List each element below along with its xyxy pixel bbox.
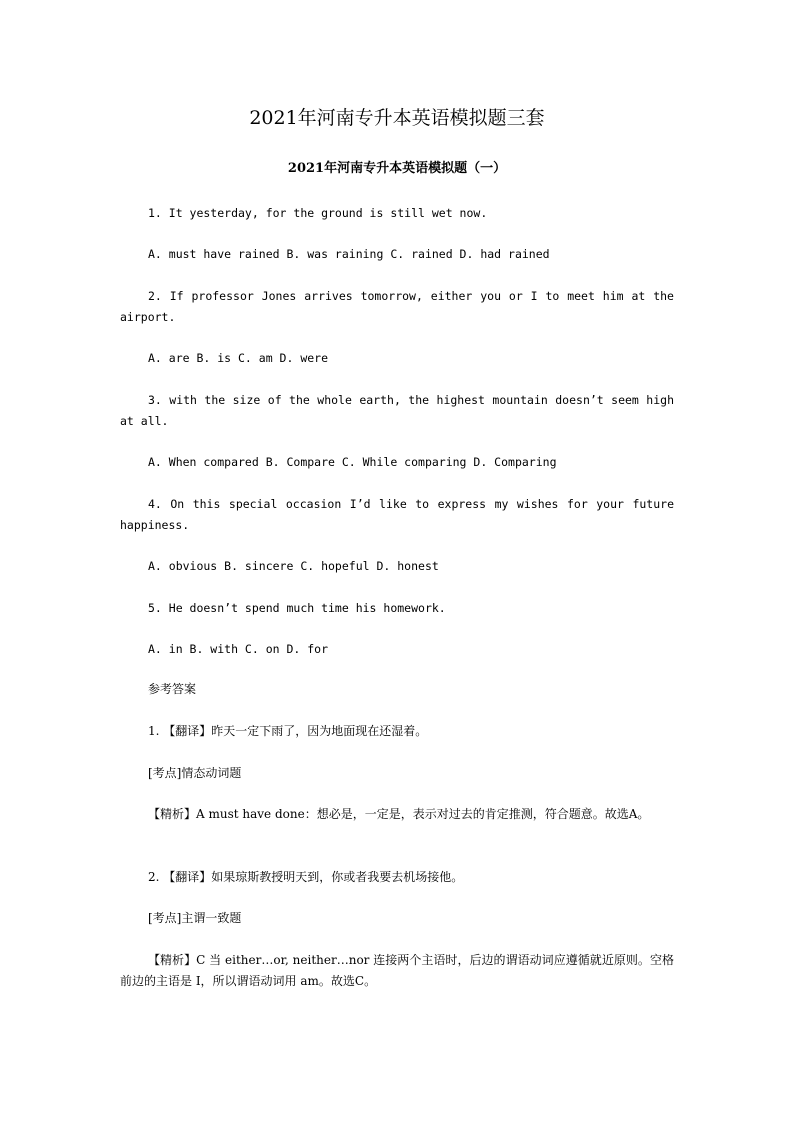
question-4: 4. On this special occasion I’d like to express my wishes for your future happiness. bbox=[120, 497, 674, 532]
question-1: 1. It yesterday, for the ground is still wet now. bbox=[148, 206, 488, 220]
question-4-options: A. obvious B. sincere C. hopeful D. honest bbox=[148, 559, 439, 573]
question-5-options: A. in B. with C. on D. for bbox=[148, 642, 329, 656]
question-3-options: A. When compared B. Compare C. While comparing D. Comparing bbox=[148, 455, 557, 469]
section-subtitle: 2021年河南专升本英语模拟题（一） bbox=[287, 161, 507, 176]
answer-1-topic: [考点]情态动词题 bbox=[148, 766, 242, 780]
question-3: 3. with the size of the whole earth, the highest mountain doesn’t seem high at all. bbox=[120, 393, 674, 428]
answer-2-analysis: 【精析】C 当 either…or, neither…nor 连接两个主语时，后边的谓语动词应遵循就近原则。空格前边的主语是 I，所以谓语动词用 am。故选C。 bbox=[120, 953, 674, 988]
answer-2-topic: [考点]主谓一致题 bbox=[148, 911, 242, 925]
answer-1-analysis: 【精析】A must have done：想必是，一定是，表示对过去的肯定推测，符合题意。故选A。 bbox=[148, 807, 650, 821]
answer-1-translation: 1. 【翻译】昨天一定下雨了，因为地面现在还湿着。 bbox=[148, 724, 428, 738]
question-5: 5. He doesn’t spend much time his homework. bbox=[148, 601, 446, 615]
answer-key-heading: 参考答案 bbox=[148, 682, 197, 696]
document-title: 2021年河南专升本英语模拟题三套 bbox=[249, 107, 545, 129]
answer-2-translation: 2. 【翻译】如果琼斯教授明天到，你或者我要去机场接他。 bbox=[148, 870, 464, 884]
question-2: 2. If professor Jones arrives tomorrow, either you or I to meet him at the airport. bbox=[120, 289, 674, 324]
question-2-options: A. are B. is C. am D. were bbox=[148, 351, 329, 365]
question-1-options: A. must have rained B. was raining C. rained D. had rained bbox=[148, 247, 550, 261]
